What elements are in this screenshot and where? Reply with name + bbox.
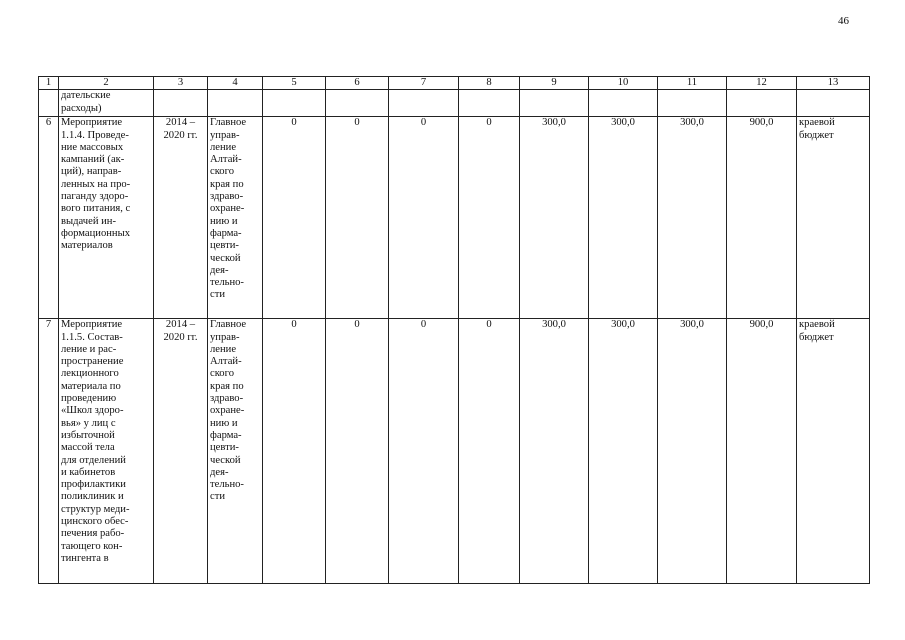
value-cell: 0 bbox=[389, 117, 459, 319]
table-cell bbox=[658, 90, 727, 117]
table-cell: дательские расходы) bbox=[59, 90, 154, 117]
value-cell: 900,0 bbox=[727, 117, 797, 319]
table-row bbox=[39, 117, 870, 319]
table-cell bbox=[520, 90, 589, 117]
table-cell bbox=[727, 90, 797, 117]
table-cell bbox=[797, 90, 870, 117]
table-cell bbox=[589, 90, 658, 117]
page-number: 46 bbox=[838, 15, 849, 27]
header-cell: 2 bbox=[59, 77, 154, 90]
header-cell: 5 bbox=[263, 77, 326, 90]
row-number: 6 bbox=[39, 117, 59, 319]
executor: Главное управ- ление Алтай- ского края по здраво- охране- нию и фарма- цевти- ческой дея- тельно- сти bbox=[208, 319, 263, 584]
value-cell: 300,0 bbox=[520, 319, 589, 584]
header-cell: 9 bbox=[520, 77, 589, 90]
value-cell: 300,0 bbox=[658, 319, 727, 584]
measure-name: Мероприятие 1.1.5. Состав- ление и рас- пространение лекционного материала по проведению «Школ здоро- вья» у лиц с избыточной массой тела для отделений и кабинетов профилактики поликлиник и структур меди- цинского обес- печения рабо- тающего кон- тингента в bbox=[59, 319, 154, 584]
value-cell: 0 bbox=[459, 319, 520, 584]
header-cell: 11 bbox=[658, 77, 727, 90]
value-cell: 0 bbox=[326, 117, 389, 319]
header-cell: 3 bbox=[154, 77, 208, 90]
program-table bbox=[38, 76, 870, 584]
header-cell: 4 bbox=[208, 77, 263, 90]
value-cell: 0 bbox=[263, 117, 326, 319]
executor: Главное управ- ление Алтай- ского края по здраво- охране- нию и фарма- цевти- ческой дея- тельно- сти bbox=[208, 117, 263, 319]
value-cell: 0 bbox=[263, 319, 326, 584]
header-cell: 8 bbox=[459, 77, 520, 90]
continuation-row bbox=[39, 90, 870, 117]
table-cell bbox=[389, 90, 459, 117]
value-cell: 0 bbox=[389, 319, 459, 584]
table-row bbox=[39, 319, 870, 584]
funding-source: краевой бюджет bbox=[797, 117, 870, 319]
table-cell bbox=[208, 90, 263, 117]
header-cell: 7 bbox=[389, 77, 459, 90]
period: 2014 – 2020 гг. bbox=[154, 117, 208, 319]
measure-name: Мероприятие 1.1.4. Проведе- ние массовых кампаний (ак- ций), направ- ленных на про- паганду здоро- вого питания, с выдачей ин- формационных материалов bbox=[59, 117, 154, 319]
header-cell: 6 bbox=[326, 77, 389, 90]
table-cell bbox=[326, 90, 389, 117]
table-cell bbox=[39, 90, 59, 117]
header-cell: 12 bbox=[727, 77, 797, 90]
header-row bbox=[39, 77, 870, 90]
funding-source: краевой бюджет bbox=[797, 319, 870, 584]
value-cell: 0 bbox=[459, 117, 520, 319]
period: 2014 – 2020 гг. bbox=[154, 319, 208, 584]
header-cell: 13 bbox=[797, 77, 870, 90]
value-cell: 300,0 bbox=[658, 117, 727, 319]
header-cell: 1 bbox=[39, 77, 59, 90]
table-cell bbox=[263, 90, 326, 117]
value-cell: 300,0 bbox=[589, 319, 658, 584]
value-cell: 0 bbox=[326, 319, 389, 584]
table-cell bbox=[459, 90, 520, 117]
value-cell: 300,0 bbox=[589, 117, 658, 319]
header-cell: 10 bbox=[589, 77, 658, 90]
value-cell: 900,0 bbox=[727, 319, 797, 584]
value-cell: 300,0 bbox=[520, 117, 589, 319]
table-cell bbox=[154, 90, 208, 117]
row-number: 7 bbox=[39, 319, 59, 584]
